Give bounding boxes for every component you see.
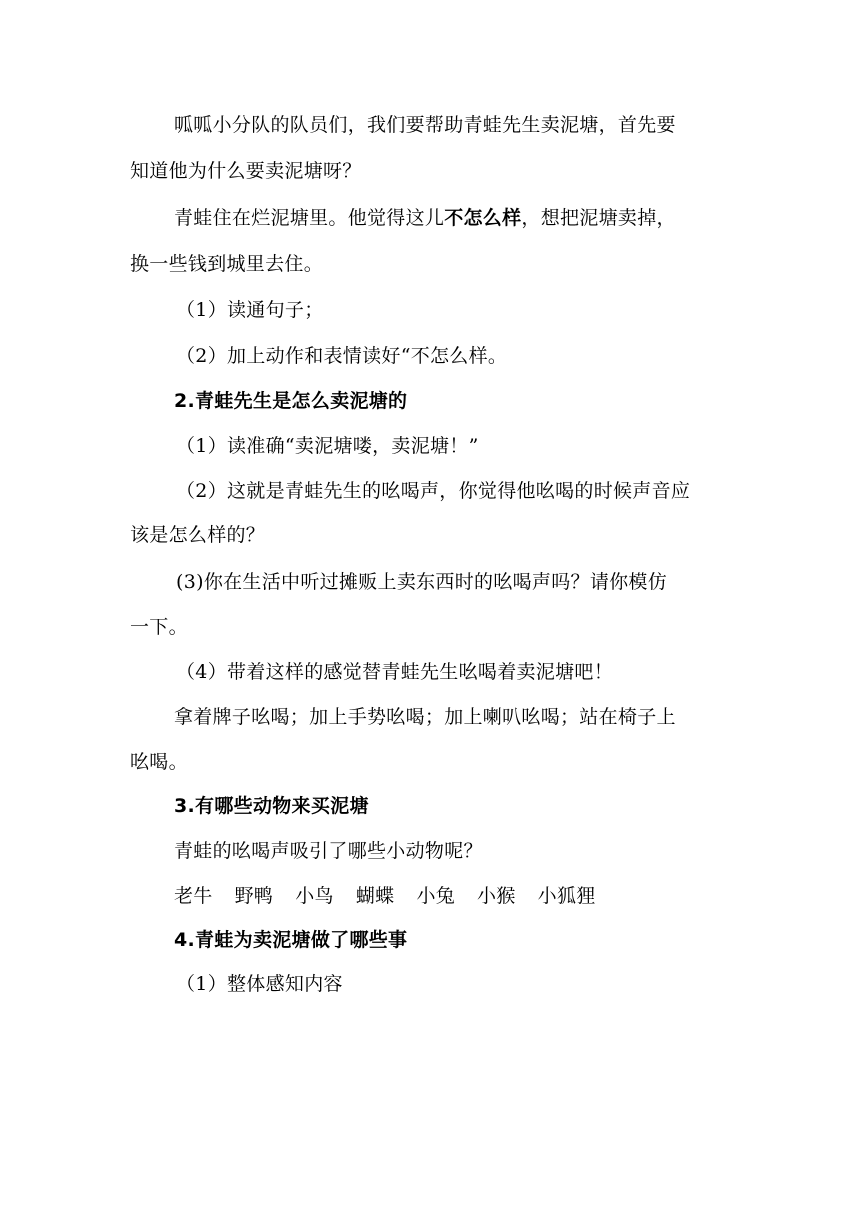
paragraph-line: 呱呱小分队的队员们，我们要帮助青蛙先生卖泥塘，首先要 xyxy=(174,114,676,136)
animal-item: 小鸟 xyxy=(295,885,334,907)
text-run: 青蛙住在烂泥塘里。他觉得这儿 xyxy=(174,207,445,229)
section-heading: 3.有哪些动物来买泥塘 xyxy=(174,795,369,817)
list-item: （2）加上动作和表情读好“不怎么样。 xyxy=(176,345,508,367)
animal-item: 野鸭 xyxy=(234,885,274,907)
animal-item: 小猴 xyxy=(477,885,516,907)
section-heading: 2.青蛙先生是怎么卖泥塘的 xyxy=(174,390,408,412)
section-heading: 4.青蛙为卖泥塘做了哪些事 xyxy=(174,929,408,951)
list-item-continuation: 该是怎么样的？ xyxy=(130,524,266,546)
list-item: （1）读准确“卖泥塘喽，卖泥塘！” xyxy=(176,435,479,457)
list-item: （1）读通句子； xyxy=(176,299,324,321)
paragraph-line: 拿着牌子吆喝；加上手势吆喝；加上喇叭吆喝；站在椅子上 xyxy=(174,706,676,728)
animal-item: 小兔 xyxy=(416,885,456,907)
list-item: （1）整体感知内容 xyxy=(176,973,343,995)
animal-item: 蝴蝶 xyxy=(355,885,395,907)
paragraph-line: 换一些钱到城里去住。 xyxy=(130,253,324,275)
animal-item: 老牛 xyxy=(174,885,213,907)
list-item-continuation: 一下。 xyxy=(130,616,188,638)
paragraph-line: 吆喝。 xyxy=(130,751,188,773)
paragraph-line xyxy=(174,205,676,231)
animal-list xyxy=(174,883,618,909)
text-run: ，想把泥塘卖掉， xyxy=(521,207,676,229)
emphasis-text: 不怎么样 xyxy=(444,207,522,229)
list-item: （2）这就是青蛙先生的吆喝声，你觉得他吆喝的时候声音应 xyxy=(176,480,691,502)
list-item: (3)你在生活中听过摊贩上卖东西时的吆喝声吗？请你模仿 xyxy=(176,571,668,593)
paragraph-line: 青蛙的吆喝声吸引了哪些小动物呢？ xyxy=(174,840,483,862)
list-item: （4）带着这样的感觉替青蛙先生吆喝着卖泥塘吧！ xyxy=(176,661,613,683)
animal-item: 小狐狸 xyxy=(537,885,596,907)
paragraph-line: 知道他为什么要卖泥塘呀？ xyxy=(130,160,362,182)
